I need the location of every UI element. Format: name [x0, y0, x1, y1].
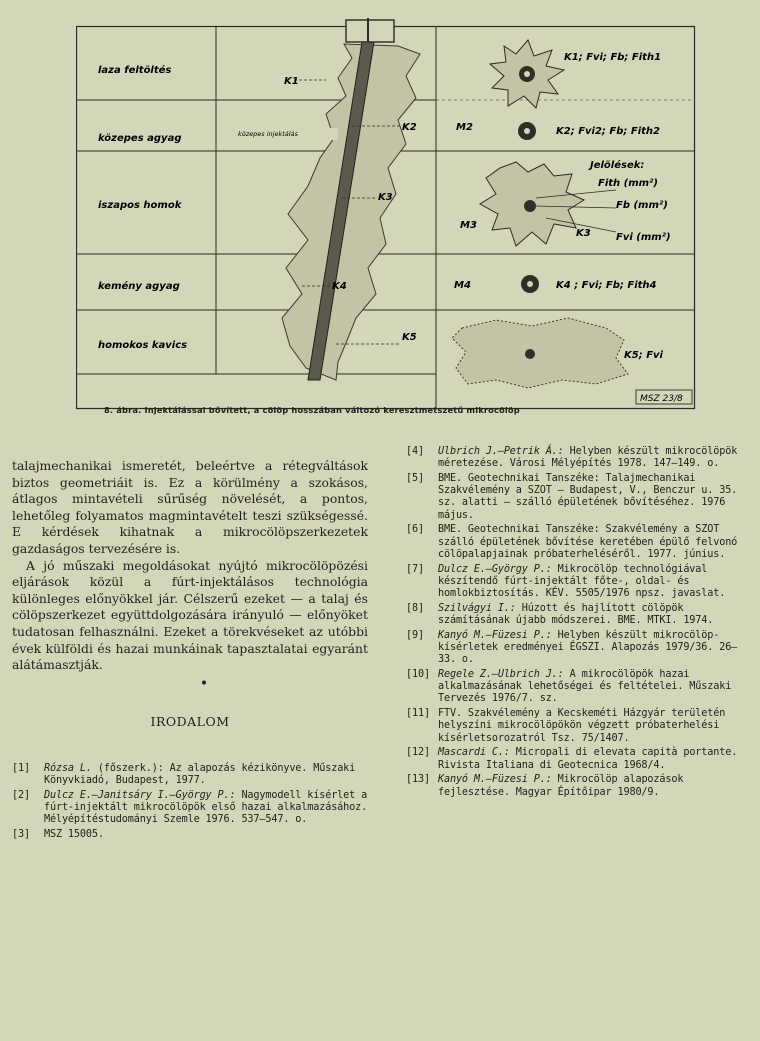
reference-author: Rózsa L.	[44, 762, 92, 774]
reference-number: [12]	[406, 747, 430, 759]
k-label-2: K2	[402, 122, 417, 133]
reference-number: [10]	[406, 669, 430, 681]
legend-item-3: Fvi (mm²)	[616, 232, 671, 243]
reference-author: Dulcz E.—György P.:	[438, 563, 552, 575]
reference-number: [3]	[12, 828, 30, 840]
reference-author: Mascardi C.:	[438, 747, 510, 759]
reference-text: Helyben készült mikrocölöp-kísérletek eredményei ÉGSZI. Alapozás 1979/36. 26—33. o.	[438, 629, 738, 666]
k-label-4: K4	[332, 281, 347, 292]
reference-number: [9]	[406, 629, 424, 641]
references-left	[12, 763, 368, 841]
reference-text: MSZ 15005.	[44, 828, 104, 840]
m-label-1: M2	[456, 122, 473, 133]
reference-text: Micropali di elevata capità portante. Rivista Italiana di Geotecnica 1968/4.	[438, 747, 738, 771]
reference-author: Ulbrich J.—Petrik Á.:	[438, 446, 564, 457]
reference-item	[406, 747, 752, 771]
stamp: MSZ 23/8	[640, 394, 683, 404]
reference-item	[406, 603, 752, 627]
reference-item	[12, 829, 368, 841]
reference-number: [7]	[406, 563, 424, 575]
reference-text: Helyben készült mikrocölöpök méretezése. Városi Mélyépítés 1978. 147—149. o.	[438, 446, 738, 470]
figure-8	[76, 18, 696, 410]
reference-author: Regele Z.—Ulbrich J.:	[438, 669, 564, 681]
section-label-1: K1; Fvi; Fb; Fith1	[564, 52, 662, 63]
body-paragraph-2: A jó műszaki megoldásokat nyújtó mikrocölöpözési eljárások közül a fúrt-injektálásos technológia különleges előnyökkel jár. Célszerű ezeket — a talaj és cölöpszerkezet együttdolgozására irányuló — előnyöket tudatosan felhasználni. Ezeket a törekvéseket az utóbbi évek külföldi és hazai munkáinak tapasztalatai egyaránt alátámasztják.	[12, 557, 368, 673]
reference-number: [2]	[12, 789, 30, 801]
separator-dot: •	[199, 675, 209, 692]
legend-item-2: Fb (mm²)	[616, 200, 668, 211]
section-label-3: K3	[576, 228, 591, 239]
figure-caption	[104, 405, 664, 415]
section-label-4: K4 ; Fvi; Fb; Fith4	[556, 280, 657, 291]
reference-author: Kanyó M.—Füzesi P.:	[438, 774, 552, 786]
section-label-5: K5; Fvi	[624, 350, 663, 361]
section-label-2: K2; Fvi2; Fb; Fith2	[556, 126, 660, 137]
reference-number: [11]	[406, 708, 430, 720]
section-2	[456, 122, 660, 140]
reference-item	[406, 774, 752, 798]
m-label-3: M4	[454, 280, 471, 291]
references-right	[406, 446, 752, 799]
reference-text: Húzott és hajlított cölöpök számításának újabb módszerei. BME. MTKI. 1974.	[438, 602, 714, 627]
references-heading: IRODALOM	[150, 713, 230, 729]
section-1	[490, 40, 661, 108]
pile-cap	[346, 20, 394, 42]
body-paragraph-1: talajmechanikai ismeretét, beleértve a rétegváltások biztos geometriáit is. Ez a körülmény a szokásos, átlagos mintavételi sűrűség növelését, a pontos, lehetőleg folyamatos magmintavételt teszi szükségessé. E kérdések kihatnak a mikrocölöpszerkezetek gazdaságos tervezésére is.	[12, 458, 368, 556]
reference-text: (főszerk.): Az alapozás kézikönyve. Műszaki Könyvkiadó, Budapest, 1977.	[44, 762, 356, 786]
reference-item	[406, 630, 752, 667]
k-label-5: K5	[402, 332, 417, 343]
reference-item	[406, 564, 752, 601]
reference-item	[12, 763, 368, 787]
reference-text: Nagymodell kísérlet a fúrt-injektált mikrocölöpök első hazai alkalmazásához. Mélyépítéstudományi Szemle 1976. 537—547. o.	[44, 789, 368, 826]
reference-item	[406, 669, 752, 706]
reference-item	[406, 524, 752, 561]
reference-number: [8]	[406, 602, 424, 614]
layer-label-3: iszapos homok	[98, 200, 182, 211]
reference-text: A mikrocölöpök hazai alkalmazásának lehetőségei és feltételei. Műszaki Tervezés 1976/7. sz.	[438, 669, 732, 705]
k-label-3: K3	[378, 192, 393, 203]
reference-text: BME. Geotechnikai Tanszéke: Talajmechanikai Szakvélemény a SZOT — Budapest, V., Benczur u. 35. sz. alatti — szálló épületének bővítéséhez. 1976 május.	[438, 473, 738, 521]
reference-item	[406, 708, 752, 745]
section-5	[452, 318, 664, 388]
caption-number: 8. ábra.	[104, 405, 142, 415]
reference-number: [6]	[406, 524, 424, 536]
pile-diagram	[76, 18, 696, 410]
layer-label-5: homokos kavics	[98, 340, 188, 351]
reference-item	[12, 790, 368, 827]
reference-text: Mikrocölöp alapozások fejlesztése. Magyar Építőipar 1980/9.	[438, 774, 684, 798]
reference-text: FTV. Szakvélemény a Kecskeméti Házgyár területén helyszíni mikrocölöpökön végzett próbaterhelési kísérletsorozatról Tsz. 75/1407.	[438, 708, 726, 744]
reference-number: [1]	[12, 762, 30, 774]
reference-number: [13]	[406, 774, 430, 786]
layer-label-4: kemény agyag	[98, 281, 180, 292]
left-column	[12, 458, 368, 844]
layer-label-2: közepes agyag	[98, 133, 182, 144]
reference-number: [4]	[406, 446, 424, 457]
grout-envelope	[282, 44, 420, 380]
reference-item	[406, 473, 752, 522]
section-3	[460, 159, 671, 246]
legend-item-1: Fith (mm²)	[598, 178, 658, 189]
inline-label: közepes injektálás	[238, 130, 298, 138]
reference-number: [5]	[406, 473, 424, 484]
right-column	[406, 446, 752, 801]
caption-text: Injektálással bővített, a cölöp hosszában változó keresztmetszetű mikrocölöp	[144, 405, 520, 415]
section-4	[454, 275, 657, 293]
m-label-2: M3	[460, 220, 477, 231]
layer-label-1: laza feltöltés	[98, 65, 172, 76]
reference-author: Dulcz E.—Janitsáry I.—György P.:	[44, 789, 236, 801]
reference-text: Mikrocölöp technológiával készítendő fúrt-injektált főte-, oldal- és homlokbiztosítás. KÉV. 5505/1976 npsz. javaslat.	[438, 563, 726, 600]
legend-title: Jelölések:	[590, 160, 645, 171]
reference-item	[406, 446, 752, 470]
reference-author: Szilvágyi I.:	[438, 602, 516, 614]
reference-text: BME. Geotechnikai Tanszéke: Szakvélemény a SZOT szálló épületének bővítése keretében épülő felvonó cölöpalapjainak próbaterheléséről. 1977. június.	[438, 524, 738, 560]
k-label-1: K1	[284, 76, 299, 87]
reference-author: Kanyó M.—Füzesi P.:	[438, 629, 552, 641]
